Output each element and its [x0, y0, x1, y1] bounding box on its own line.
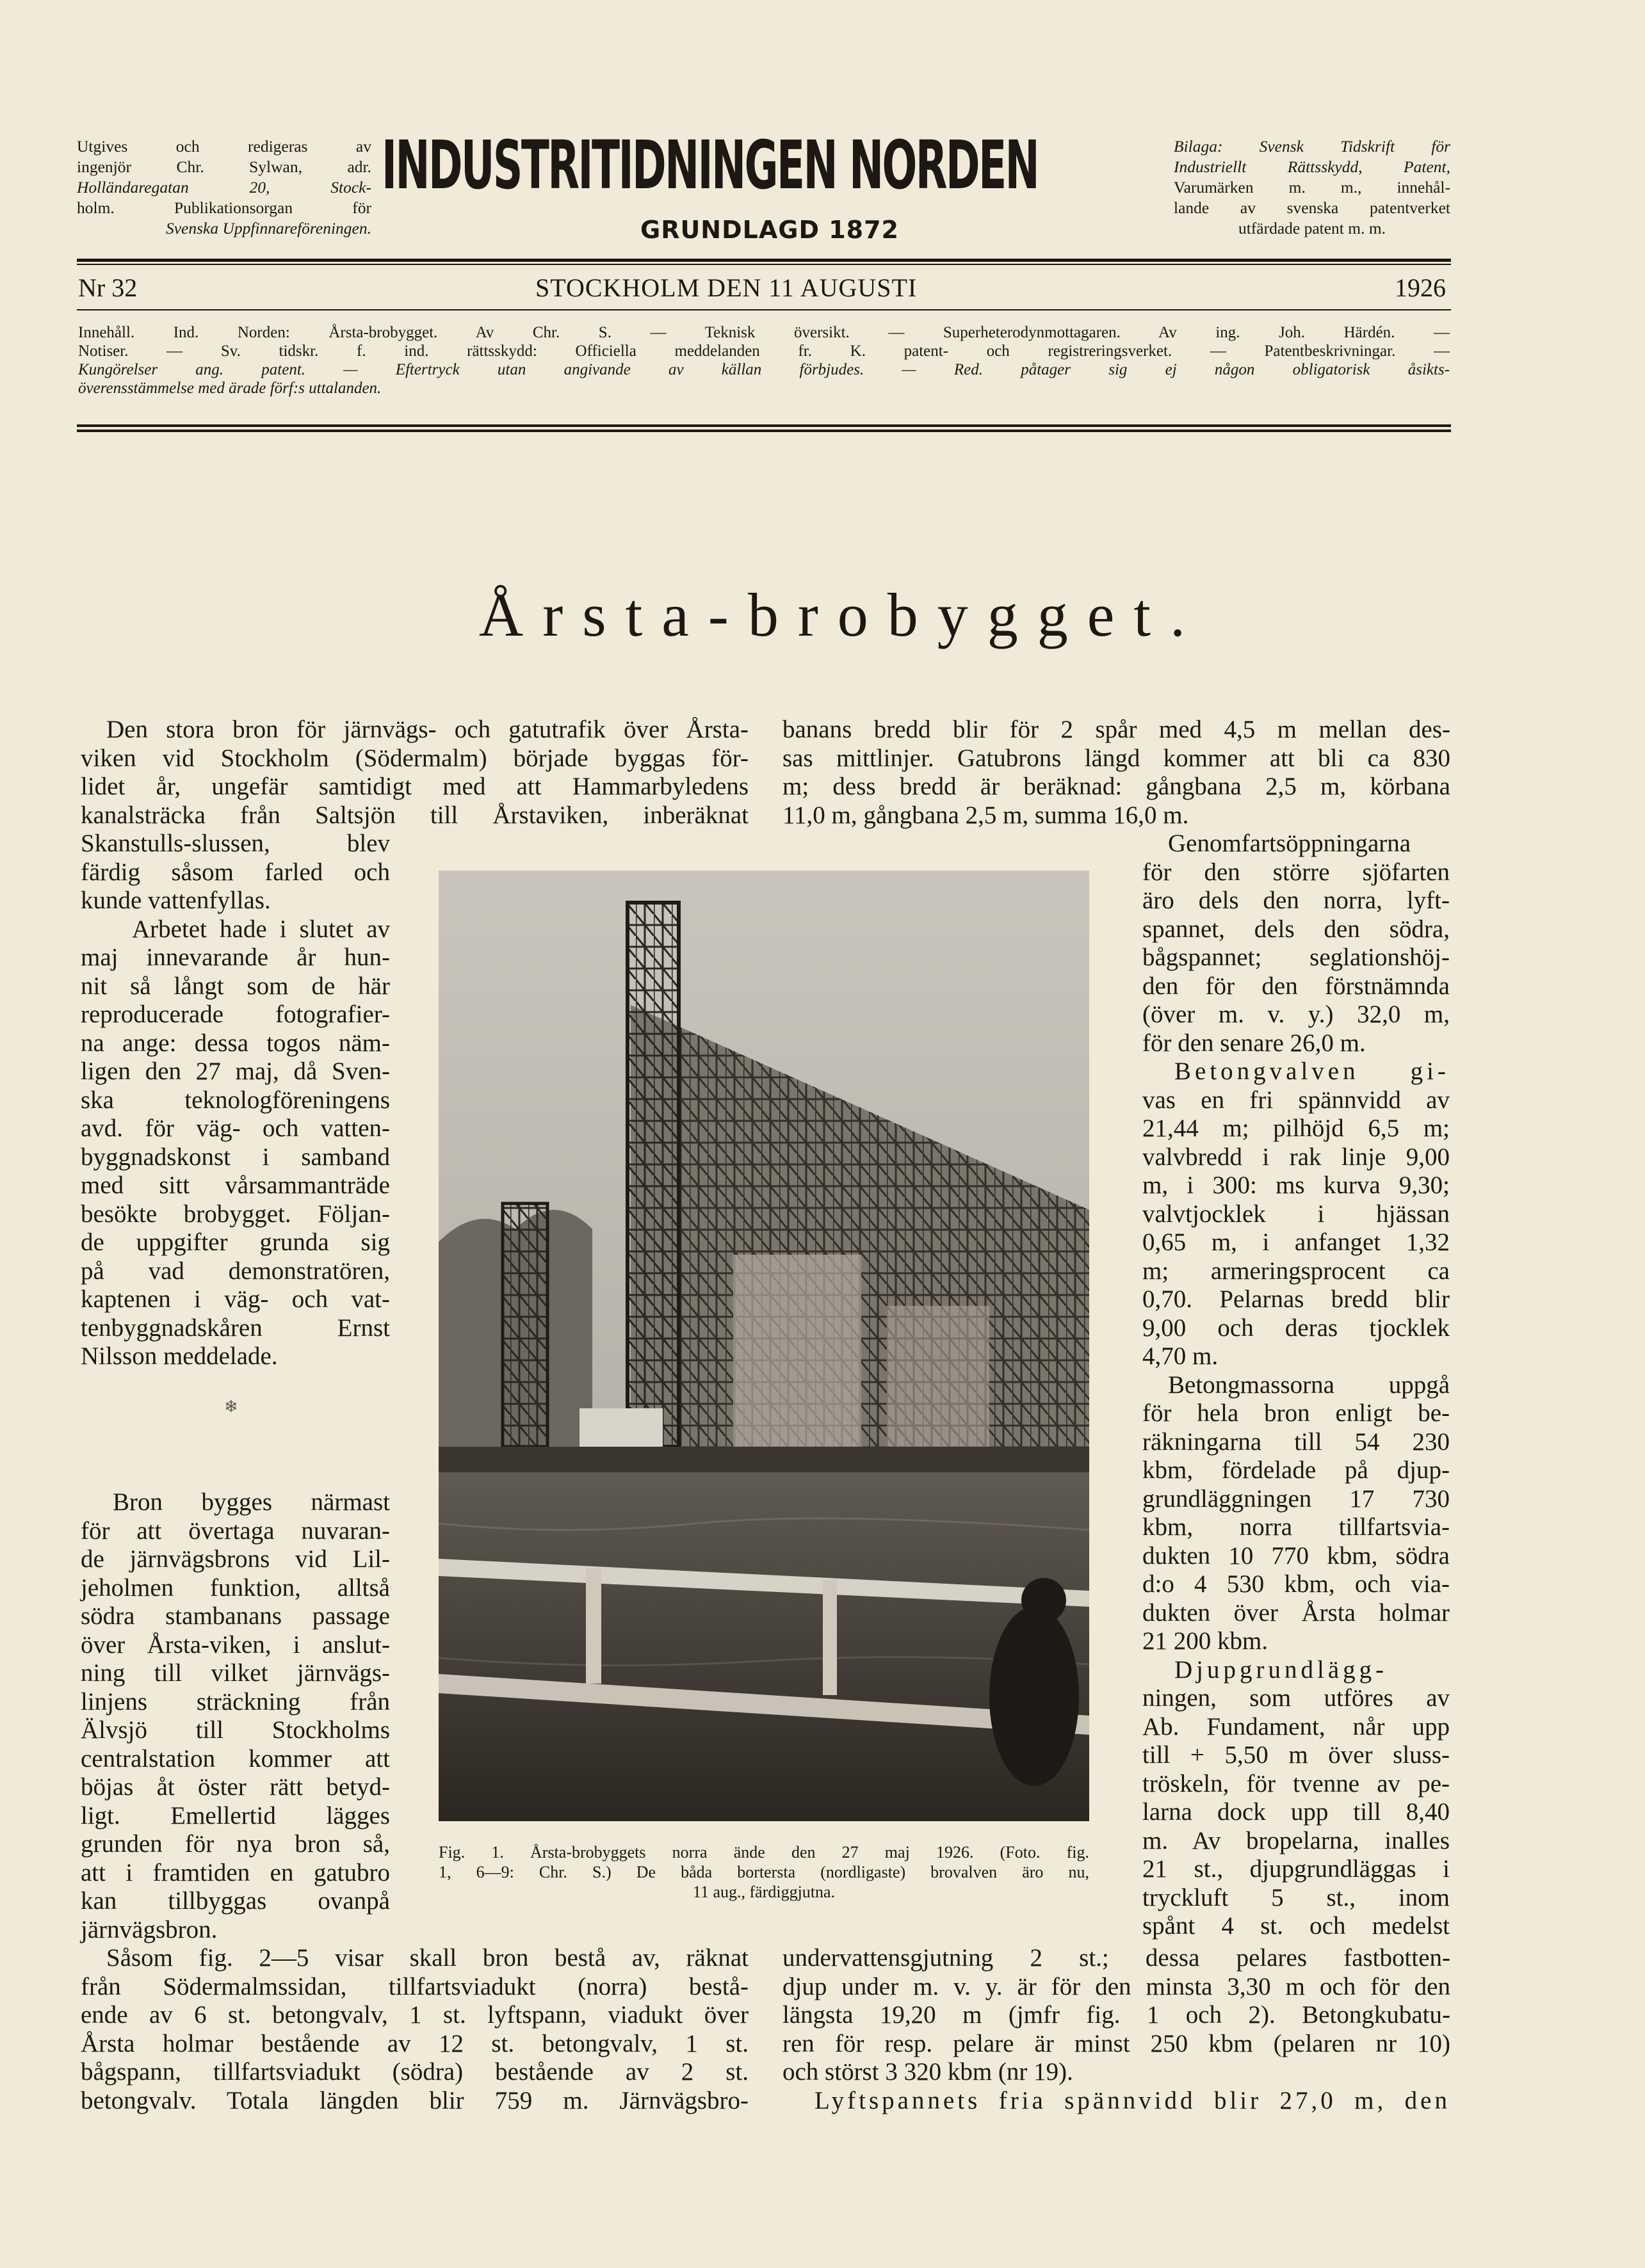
article-title: Årsta-brobygget.: [478, 581, 1205, 649]
text-line: från Södermalmssidan, tillfartsviadukt (norra) bestå-: [81, 1972, 749, 2000]
text-line: längsta 19,20 m (jmfr fig. 1 och 2). Betongkubatu-: [782, 2001, 1450, 2029]
text-line: södra stambanans passage: [81, 1602, 390, 1630]
left-narrow-column-2: [81, 1488, 390, 1944]
masthead-rule-top-thin: [77, 264, 1451, 265]
text-line: centralstation kommer att: [81, 1744, 390, 1773]
text-line: för att övertaga nuvaran-: [81, 1516, 390, 1545]
contents-line: Kungörelser ang. patent. — Eftertryck utan angivande av källan förbjudes. — Red. påtager sig ej någon obligatorisk åsikts-: [78, 361, 1450, 378]
text-line: Holländaregatan 20, Stock-: [77, 178, 371, 197]
text-line: dukten 10 770 kbm, södra: [1142, 1541, 1450, 1570]
text-line: djup under m. v. y. är för den minsta 3,30 m och för den: [782, 1972, 1450, 2000]
text-line: 9,00 och deras tjocklek: [1142, 1314, 1450, 1342]
text-line: kan tillbyggas ovanpå: [81, 1887, 390, 1915]
masthead-supplement-info: [1174, 136, 1450, 239]
text-line: Betongvalven gi-: [1174, 1058, 1450, 1085]
text-line: na ange: dessa togos näm-: [81, 1029, 390, 1057]
text-line: Varumärken m. m., innehål-: [1174, 178, 1450, 197]
text-line: linjens sträckning från: [81, 1687, 390, 1716]
masthead-publisher-info: [77, 136, 371, 239]
text-line: äro dels den norra, lyft-: [1142, 887, 1450, 914]
text-line: reproducerade fotografier-: [81, 1001, 390, 1028]
text-line: ligt. Emellertid lägges: [81, 1801, 390, 1830]
caption-line: 11 aug., färdiggjutna.: [692, 1883, 836, 1901]
text-line: nit så långt som de här: [81, 972, 390, 1000]
text-line: och störst 3 320 kbm (nr 19).: [782, 2058, 1073, 2086]
text-line: Lyftspannets fria spännvidd blir 27,0 m, den: [814, 2086, 1450, 2114]
text-line: Svenska Uppfinnareföreningen.: [165, 219, 371, 237]
text-line: undervattensgjutning 2 st.; dessa pelares fastbotten-: [782, 1944, 1450, 1972]
text-line: till + 5,50 m över sluss-: [1142, 1741, 1450, 1769]
text-line: lande av svenska patentverket: [1174, 198, 1450, 217]
text-line: m, i 300: ms kurva 9,30;: [1142, 1171, 1450, 1199]
text-line: kanalsträcka från Saltsjön till Årstaviken, inberäknat: [81, 801, 749, 829]
text-line: 0,65 m, i anfanget 1,32: [1142, 1228, 1450, 1256]
issue-rule: [77, 309, 1451, 310]
text-line: utfärdade patent m. m.: [1238, 219, 1386, 237]
section-ornament: ❄: [224, 1397, 238, 1416]
text-line: ningen, som utföres av: [1142, 1684, 1450, 1712]
right-narrow-column: [1142, 830, 1450, 1941]
text-line: kaptenen i väg- och vat-: [81, 1285, 390, 1313]
text-line: kbm, fördelade på djup-: [1142, 1456, 1450, 1484]
figure-photo: [439, 871, 1089, 1821]
text-line: avd. för väg- och vatten-: [81, 1114, 390, 1142]
contents-line: Notiser. — Sv. tidskr. f. ind. rättsskydd: Officiella meddelanden fr. K. patent- och registreringsverket. — Patentbeskrivningar. —: [78, 342, 1450, 360]
caption-line: 1, 6—9: Chr. S.) De båda bortersta (nordligaste) brovalven äro nu,: [439, 1863, 1089, 1881]
text-line: betongvalv. Totala längden blir 759 m. Järnvägsbro-: [81, 2086, 749, 2114]
text-line: Arbetet hade i slutet av: [132, 915, 390, 943]
text-line: 11,0 m, gångbana 2,5 m, summa 16,0 m.: [782, 801, 1189, 829]
text-line: Skanstulls-slussen, blev: [81, 830, 390, 857]
text-line: de järnvägsbrons vid Lil-: [81, 1545, 390, 1573]
text-line: valvbredd i rak linje 9,00: [1142, 1143, 1450, 1171]
left-narrow-column-1: [81, 830, 390, 1371]
text-line: att i framtiden en gatubro: [81, 1858, 390, 1886]
text-line: spannet, dels den södra,: [1142, 915, 1450, 943]
text-line: tröskeln, för tvenne av pe-: [1142, 1769, 1450, 1798]
text-line: m; dess bredd är beräknad: gångbana 2,5 m, körbana: [782, 773, 1450, 800]
text-line: besökte brobygget. Följan-: [81, 1200, 390, 1228]
text-line: 4,70 m.: [1142, 1342, 1219, 1370]
text-line: d:o 4 530 kbm, och via-: [1142, 1570, 1450, 1598]
text-line: för hela bron enligt be-: [1142, 1399, 1450, 1427]
text-line: Ab. Fundament, når upp: [1142, 1712, 1450, 1741]
text-line: dukten över Årsta holmar: [1142, 1598, 1450, 1627]
bridge-construction-photo: [439, 871, 1089, 1821]
text-line: holm. Publikationsorgan för: [77, 198, 371, 217]
text-line: kbm, norra tillfartsvia-: [1142, 1513, 1450, 1541]
right-top-paragraph: [782, 716, 1450, 830]
contents-block: [78, 323, 1450, 398]
text-line: för den senare 26,0 m.: [1142, 1029, 1366, 1057]
issue-place-date: STOCKHOLM DEN 11 AUGUSTI: [535, 273, 918, 302]
text-line: för den större sjöfarten: [1142, 858, 1450, 886]
text-line: 21 200 kbm.: [1142, 1627, 1268, 1655]
text-line: grunden för nya bron så,: [81, 1830, 390, 1858]
text-line: ren för resp. pelare är minst 250 kbm (pelaren nr 10): [782, 2029, 1450, 2057]
contents-rule-1: [77, 424, 1451, 427]
text-line: banans bredd blir för 2 spår med 4,5 m mellan des-: [782, 716, 1450, 743]
text-line: ende av 6 st. betongvalv, 1 st. lyftspann, viadukt över: [81, 2001, 749, 2029]
text-line: järnvägsbron.: [81, 1915, 218, 1943]
text-line: maj innevarande år hun-: [81, 944, 390, 971]
text-line: böjas åt öster rätt betyd-: [81, 1773, 390, 1801]
text-line: med sitt vårsammanträde: [81, 1171, 390, 1199]
text-line: larna dock upp till 8,40: [1142, 1798, 1450, 1826]
text-line: m; armeringsprocent ca: [1142, 1257, 1450, 1285]
text-line: Djupgrundlägg-: [1174, 1655, 1388, 1684]
text-line: lidet år, ungefär samtidigt med att Hammarbyledens: [81, 773, 749, 800]
text-line: den för den förstnämnda: [1142, 972, 1450, 1000]
text-line: de uppgifter grunda sig: [81, 1228, 390, 1256]
masthead-rule-top: [77, 259, 1451, 262]
caption-line: Fig. 1. Årsta-brobyggets norra ände den 27 maj 1926. (Foto. fig.: [439, 1843, 1089, 1862]
text-line: Bilaga: Svensk Tidskrift för: [1174, 137, 1450, 156]
text-line: (över m. v. y.) 32,0 m,: [1142, 1001, 1450, 1028]
masthead-title-wrap: [382, 126, 1150, 207]
figure-caption: [439, 1842, 1089, 1902]
text-line: ligen den 27 maj, då Sven-: [81, 1058, 390, 1085]
text-line: m. Av bropelarna, inalles: [1142, 1826, 1450, 1854]
text-line: ingenjör Chr. Sylwan, adr.: [77, 157, 371, 176]
text-line: Såsom fig. 2—5 visar skall bron bestå av, räknat: [106, 1944, 749, 1972]
text-line: 21,44 m; pilhöjd 6,5 m;: [1142, 1114, 1450, 1142]
text-line: bågspannet; seglationshöj-: [1142, 944, 1450, 971]
text-line: Bron bygges närmast: [113, 1488, 390, 1516]
left-intro-paragraph: [81, 716, 749, 830]
issue-number: Nr 32: [78, 273, 138, 302]
text-line: spånt 4 st. och medelst: [1142, 1912, 1450, 1940]
text-line: sas mittlinjer. Gatubrons längd kommer att bli ca 830: [782, 744, 1450, 772]
text-line: bågspann, tillfartsviadukt (södra) bestående av 2 st.: [81, 2058, 749, 2086]
text-line: Den stora bron för järnvägs- och gatutrafik över Årsta-: [106, 716, 749, 743]
text-line: kunde vattenfyllas.: [81, 887, 271, 914]
text-line: 0,70. Pelarnas bredd blir: [1142, 1285, 1450, 1313]
contents-rule-2: [77, 430, 1451, 432]
text-line: 21 st., djupgrundläggas i: [1142, 1855, 1450, 1883]
text-line: över Årsta-viken, i anslut-: [81, 1630, 390, 1659]
left-bottom-paragraph: [81, 1944, 749, 2115]
issue-year: 1926: [1395, 273, 1446, 302]
text-line: tryckluft 5 st., inom: [1142, 1883, 1450, 1911]
text-line: färdig såsom farled och: [81, 858, 390, 886]
contents-line: Innehåll. Ind. Norden: Årsta-brobygget. Av Chr. S. — Teknisk översikt. — Superheterodynmottagaren. Av ing. Joh. Härdén. —: [78, 324, 1450, 341]
text-line: Betongmassorna uppgå: [1168, 1371, 1450, 1399]
text-line: räkningarna till 54 230: [1142, 1428, 1450, 1456]
text-line: ning till vilket järnvägs-: [81, 1659, 390, 1687]
text-line: tenbyggnadskåren Ernst: [81, 1314, 390, 1342]
text-line: jeholmen funktion, alltså: [81, 1573, 390, 1602]
text-line: Årsta holmar bestående av 12 st. betongvalv, 1 st.: [81, 2029, 749, 2057]
masthead-founded: GRUNDLAGD 1872: [640, 216, 900, 244]
text-line: Utgives och redigeras av: [77, 137, 371, 156]
masthead-title: INDUSTRITIDNINGEN NORDEN: [382, 126, 1039, 204]
text-line: ska teknologföreningens: [81, 1086, 390, 1114]
text-line: på vad demonstratören,: [81, 1257, 390, 1285]
text-line: Genomfartsöppningarna: [1168, 830, 1411, 857]
contents-line: överensstämmelse med ärade förf:s uttalanden.: [78, 380, 382, 397]
text-line: Nilsson meddelade.: [81, 1342, 278, 1370]
right-bottom-paragraph: [782, 1944, 1450, 2115]
text-line: vas en fri spännvidd av: [1142, 1086, 1450, 1114]
text-line: viken vid Stockholm (Södermalm) började byggas för-: [81, 744, 749, 772]
text-line: byggnadskonst i samband: [81, 1143, 390, 1171]
text-line: Industriellt Rättsskydd, Patent,: [1174, 157, 1450, 176]
text-line: valvtjocklek i hjässan: [1142, 1200, 1450, 1228]
text-line: grundläggningen 17 730: [1142, 1484, 1450, 1513]
text-line: Älvsjö till Stockholms: [81, 1716, 390, 1744]
